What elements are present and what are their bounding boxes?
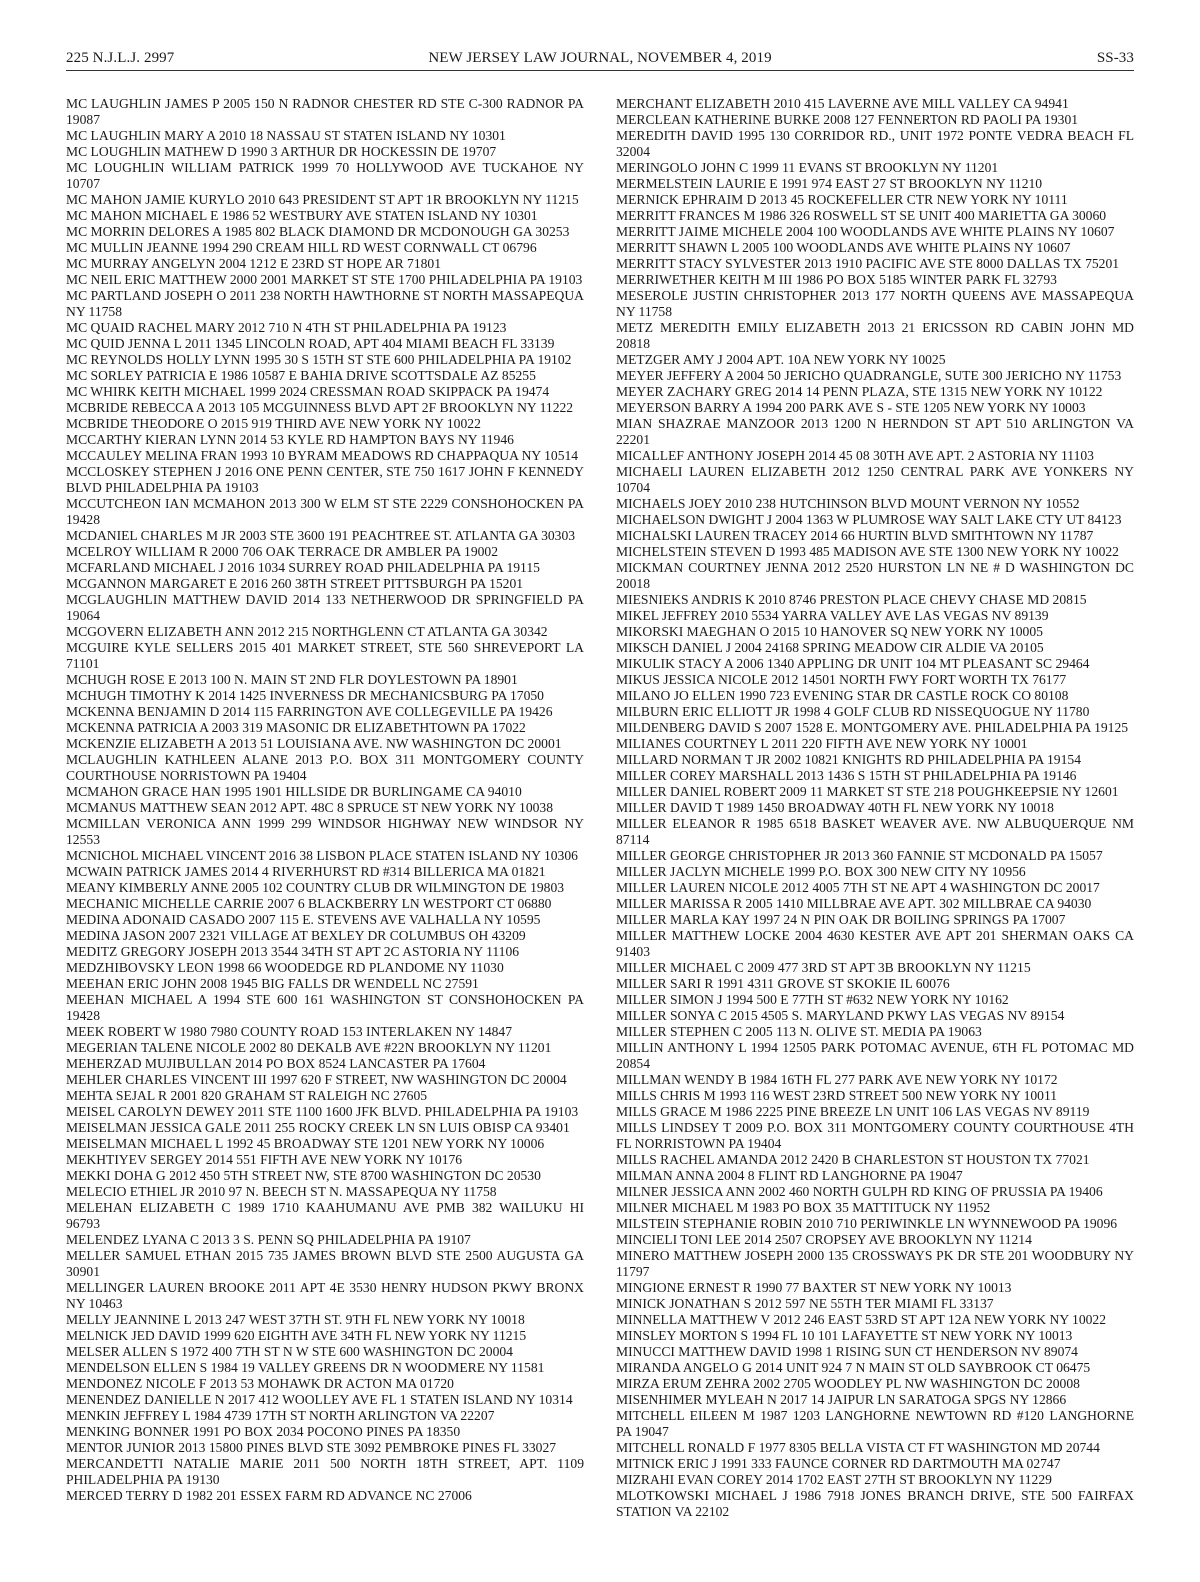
attorney-entry: MEHTA SEJAL R 2001 820 GRAHAM ST RALEIGH NC 27605 xyxy=(66,1088,428,1103)
attorney-entry: MINUCCI MATTHEW DAVID 1998 1 RISING SUN CT HENDERSON NV 89074 xyxy=(616,1344,1078,1359)
attorney-entry: MERRITT JAIME MICHELE 2004 100 WOODLANDS AVE WHITE PLAINS NY 10607 xyxy=(616,224,1115,239)
attorney-entry: MILNER JESSICA ANN 2002 460 NORTH GULPH RD KING OF PRUSSIA PA 19406 xyxy=(616,1184,1103,1199)
attorney-entry: MILLER DANIEL ROBERT 2009 11 MARKET ST STE 218 POUGHKEEPSIE NY 12601 xyxy=(616,784,1119,799)
attorney-entry: MILLER MICHAEL C 2009 477 3RD ST APT 3B BROOKLYN NY 11215 xyxy=(616,960,1031,975)
attorney-entry: MICHAELI LAUREN ELIZABETH 2012 1250 CENTRAL PARK AVE YONKERS NY 10704 xyxy=(616,464,1134,495)
attorney-entry: MERRITT SHAWN L 2005 100 WOODLANDS AVE WHITE PLAINS NY 10607 xyxy=(616,240,1071,255)
attorney-entry: MIESNIEKS ANDRIS K 2010 8746 PRESTON PLACE CHEVY CHASE MD 20815 xyxy=(616,592,1087,607)
attorney-entry: MELECIO ETHIEL JR 2010 97 N. BEECH ST N. MASSAPEQUA NY 11758 xyxy=(66,1184,497,1199)
attorney-entry: MERMELSTEIN LAURIE E 1991 974 EAST 27 ST BROOKLYN NY 11210 xyxy=(616,176,1043,191)
attorney-entry: MEDITZ GREGORY JOSEPH 2013 3544 34TH ST APT 2C ASTORIA NY 11106 xyxy=(66,944,520,959)
attorney-entry: MICKMAN COURTNEY JENNA 2012 2520 HURSTON LN NE # D WASHINGTON DC 20018 xyxy=(616,560,1134,591)
attorney-entry: MINCIELI TONI LEE 2014 2507 CROPSEY AVE BROOKLYN NY 11214 xyxy=(616,1232,1032,1247)
attorney-entry: MILANO JO ELLEN 1990 723 EVENING STAR DR CASTLE ROCK CO 80108 xyxy=(616,688,1069,703)
attorney-entry: MEANY KIMBERLY ANNE 2005 102 COUNTRY CLUB DR WILMINGTON DE 19803 xyxy=(66,880,565,895)
attorney-entry: MCWAIN PATRICK JAMES 2014 4 RIVERHURST RD #314 BILLERICA MA 01821 xyxy=(66,864,546,879)
attorney-entry: MERRITT FRANCES M 1986 326 ROSWELL ST SE UNIT 400 MARIETTA GA 30060 xyxy=(616,208,1107,223)
attorney-entry: MINNELLA MATTHEW V 2012 246 EAST 53RD ST APT 12A NEW YORK NY 10022 xyxy=(616,1312,1107,1327)
attorney-entry: MCKENNA PATRICIA A 2003 319 MASONIC DR ELIZABETHTOWN PA 17022 xyxy=(66,720,526,735)
attorney-entry: MIAN SHAZRAE MANZOOR 2013 1200 N HERNDON ST APT 510 ARLINGTON VA 22201 xyxy=(616,416,1134,447)
attorney-entry: MEKHTIYEV SERGEY 2014 551 FIFTH AVE NEW YORK NY 10176 xyxy=(66,1152,463,1167)
attorney-entry: MCGOVERN ELIZABETH ANN 2012 215 NORTHGLENN CT ATLANTA GA 30342 xyxy=(66,624,548,639)
attorney-entry: MERCHANT ELIZABETH 2010 415 LAVERNE AVE MILL VALLEY CA 94941 xyxy=(616,96,1069,111)
left-column xyxy=(66,96,584,1536)
attorney-entry: MITCHELL EILEEN M 1987 1203 LANGHORNE NEWTOWN RD #120 LANGHORNE PA 19047 xyxy=(616,1408,1134,1439)
attorney-entry: MENTOR JUNIOR 2013 15800 PINES BLVD STE 3092 PEMBROKE PINES FL 33027 xyxy=(66,1440,557,1455)
attorney-entry: MEHERZAD MUJIBULLAN 2014 PO BOX 8524 LANCASTER PA 17604 xyxy=(66,1056,486,1071)
attorney-entry: MCELROY WILLIAM R 2000 706 OAK TERRACE DR AMBLER PA 19002 xyxy=(66,544,499,559)
page-number: SS-33 xyxy=(1096,50,1134,66)
attorney-entry: MEGERIAN TALENE NICOLE 2002 80 DEKALB AVE #22N BROOKLYN NY 11201 xyxy=(66,1040,552,1055)
attorney-entry: MELEHAN ELIZABETH C 1989 1710 KAAHUMANU AVE PMB 382 WAILUKU HI 96793 xyxy=(66,1200,584,1231)
attorney-entry: MEISELMAN MICHAEL L 1992 45 BROADWAY STE 1201 NEW YORK NY 10006 xyxy=(66,1136,545,1151)
attorney-entry: MCGUIRE KYLE SELLERS 2015 401 MARKET STREET, STE 560 SHREVEPORT LA 71101 xyxy=(66,640,584,671)
attorney-entry: MINICK JONATHAN S 2012 597 NE 55TH TER MIAMI FL 33137 xyxy=(616,1296,994,1311)
attorney-entry: MICHALSKI LAUREN TRACEY 2014 66 HURTIN BLVD SMITHTOWN NY 11787 xyxy=(616,528,1094,543)
attorney-entry: MIRANDA ANGELO G 2014 UNIT 924 7 N MAIN ST OLD SAYBROOK CT 06475 xyxy=(616,1360,1091,1375)
attorney-entry: MENKIN JEFFREY L 1984 4739 17TH ST NORTH ARLINGTON VA 22207 xyxy=(66,1408,495,1423)
attorney-entry: MELLER SAMUEL ETHAN 2015 735 JAMES BROWN BLVD STE 2500 AUGUSTA GA 30901 xyxy=(66,1248,584,1279)
attorney-entry: MCHUGH TIMOTHY K 2014 1425 INVERNESS DR MECHANICSBURG PA 17050 xyxy=(66,688,544,703)
attorney-entry: MELNICK JED DAVID 1999 620 EIGHTH AVE 34TH FL NEW YORK NY 11215 xyxy=(66,1328,527,1343)
attorney-entry: MIKORSKI MAEGHAN O 2015 10 HANOVER SQ NEW YORK NY 10005 xyxy=(616,624,1043,639)
attorney-entry: MILLMAN WENDY B 1984 16TH FL 277 PARK AVE NEW YORK NY 10172 xyxy=(616,1072,1058,1087)
attorney-entry: MC MULLIN JEANNE 1994 290 CREAM HILL RD WEST CORNWALL CT 06796 xyxy=(66,240,537,255)
attorney-entry: MICHAELS JOEY 2010 238 HUTCHINSON BLVD MOUNT VERNON NY 10552 xyxy=(616,496,1080,511)
attorney-entry: MCMILLAN VERONICA ANN 1999 299 WINDSOR HIGHWAY NEW WINDSOR NY 12553 xyxy=(66,816,584,847)
attorney-entry: MENKING BONNER 1991 PO BOX 2034 POCONO PINES PA 18350 xyxy=(66,1424,461,1439)
attorney-entry: MLOTKOWSKI MICHAEL J 1986 7918 JONES BRANCH DRIVE, STE 500 FAIRFAX STATION VA 22102 xyxy=(616,1488,1134,1519)
attorney-entry: MINSLEY MORTON S 1994 FL 10 101 LAFAYETTE ST NEW YORK NY 10013 xyxy=(616,1328,1073,1343)
attorney-entry: MELLINGER LAUREN BROOKE 2011 APT 4E 3530 HENRY HUDSON PKWY BRONX NY 10463 xyxy=(66,1280,584,1311)
attorney-entry: MEHLER CHARLES VINCENT III 1997 620 F STREET, NW WASHINGTON DC 20004 xyxy=(66,1072,567,1087)
attorney-entry: MC PARTLAND JOSEPH O 2011 238 NORTH HAWTHORNE ST NORTH MASSAPEQUA NY 11758 xyxy=(66,288,584,319)
attorney-entry: MERRIWETHER KEITH M III 1986 PO BOX 5185 WINTER PARK FL 32793 xyxy=(616,272,1057,287)
attorney-entry: MICHELSTEIN STEVEN D 1993 485 MADISON AVE STE 1300 NEW YORK NY 10022 xyxy=(616,544,1119,559)
attorney-entry: METZ MEREDITH EMILY ELIZABETH 2013 21 ERICSSON RD CABIN JOHN MD 20818 xyxy=(616,320,1134,351)
attorney-entry: MCMANUS MATTHEW SEAN 2012 APT. 48C 8 SPRUCE ST NEW YORK NY 10038 xyxy=(66,800,554,815)
attorney-entry: MILLER MATTHEW LOCKE 2004 4630 KESTER AVE APT 201 SHERMAN OAKS CA 91403 xyxy=(616,928,1134,959)
attorney-entry: MC MORRIN DELORES A 1985 802 BLACK DIAMOND DR MCDONOUGH GA 30253 xyxy=(66,224,570,239)
attorney-entry: MILLER COREY MARSHALL 2013 1436 S 15TH ST PHILADELPHIA PA 19146 xyxy=(616,768,1077,783)
attorney-entry: MC REYNOLDS HOLLY LYNN 1995 30 S 15TH ST STE 600 PHILADELPHIA PA 19102 xyxy=(66,352,572,367)
attorney-entry: MENDONEZ NICOLE F 2013 53 MOHAWK DR ACTON MA 01720 xyxy=(66,1376,454,1391)
attorney-entry: MELLY JEANNINE L 2013 247 WEST 37TH ST. 9TH FL NEW YORK NY 10018 xyxy=(66,1312,525,1327)
attorney-entry: MCFARLAND MICHAEL J 2016 1034 SURREY ROAD PHILADELPHIA PA 19115 xyxy=(66,560,540,575)
attorney-entry: MCHUGH ROSE E 2013 100 N. MAIN ST 2ND FLR DOYLESTOWN PA 18901 xyxy=(66,672,518,687)
attorney-entry: MCBRIDE REBECCA A 2013 105 MCGUINNESS BLVD APT 2F BROOKLYN NY 11222 xyxy=(66,400,574,415)
attorney-entry: MEISELMAN JESSICA GALE 2011 255 ROCKY CREEK LN SN LUIS OBISP CA 93401 xyxy=(66,1120,570,1135)
attorney-entry: MILLER SONYA C 2015 4505 S. MARYLAND PKWY LAS VEGAS NV 89154 xyxy=(616,1008,1065,1023)
attorney-entry: MCDANIEL CHARLES M JR 2003 STE 3600 191 PEACHTREE ST. ATLANTA GA 30303 xyxy=(66,528,576,543)
attorney-entry: MERCANDETTI NATALIE MARIE 2011 500 NORTH 18TH STREET, APT. 1109 PHILADELPHIA PA 19130 xyxy=(66,1456,584,1487)
publication-title: NEW JERSEY LAW JOURNAL, NOVEMBER 4, 2019 xyxy=(428,50,772,66)
attorney-entry: MILLER LAUREN NICOLE 2012 4005 7TH ST NE APT 4 WASHINGTON DC 20017 xyxy=(616,880,1100,895)
attorney-entry: MIKEL JEFFREY 2010 5534 YARRA VALLEY AVE LAS VEGAS NV 89139 xyxy=(616,608,1049,623)
attorney-entry: MC MAHON JAMIE KURYLO 2010 643 PRESIDENT ST APT 1R BROOKLYN NY 11215 xyxy=(66,192,579,207)
attorney-entry: MCCAULEY MELINA FRAN 1993 10 BYRAM MEADOWS RD CHAPPAQUA NY 10514 xyxy=(66,448,579,463)
attorney-entry: MILLARD NORMAN T JR 2002 10821 KNIGHTS RD PHILADELPHIA PA 19154 xyxy=(616,752,1081,767)
attorney-entry: MERRITT STACY SYLVESTER 2013 1910 PACIFIC AVE STE 8000 DALLAS TX 75201 xyxy=(616,256,1120,271)
attorney-entry: MIKSCH DANIEL J 2004 24168 SPRING MEADOW CIR ALDIE VA 20105 xyxy=(616,640,1044,655)
attorney-entry: MILLER MARLA KAY 1997 24 N PIN OAK DR BOILING SPRINGS PA 17007 xyxy=(616,912,1066,927)
attorney-entry: MEYER ZACHARY GREG 2014 14 PENN PLAZA, STE 1315 NEW YORK NY 10122 xyxy=(616,384,1103,399)
attorney-entry: MILLS CHRIS M 1993 116 WEST 23RD STREET 500 NEW YORK NY 10011 xyxy=(616,1088,1058,1103)
attorney-entry: MERCLEAN KATHERINE BURKE 2008 127 FENNERTON RD PAOLI PA 19301 xyxy=(616,112,1079,127)
attorney-entry: MILLS LINDSEY T 2009 P.O. BOX 311 MONTGOMERY COUNTY COURTHOUSE 4TH FL NORRISTOWN PA 19404 xyxy=(616,1120,1134,1151)
attorney-entry: MC LAUGHLIN MARY A 2010 18 NASSAU ST STATEN ISLAND NY 10301 xyxy=(66,128,506,143)
attorney-entry: MIRZA ERUM ZEHRA 2002 2705 WOODLEY PL NW WASHINGTON DC 20008 xyxy=(616,1376,1080,1391)
attorney-entry: MERNICK EPHRAIM D 2013 45 ROCKEFELLER CTR NEW YORK NY 10111 xyxy=(616,192,1068,207)
attorney-entry: MC WHIRK KEITH MICHAEL 1999 2024 CRESSMAN ROAD SKIPPACK PA 19474 xyxy=(66,384,550,399)
attorney-entry: MILIANES COURTNEY L 2011 220 FIFTH AVE NEW YORK NY 10001 xyxy=(616,736,1028,751)
attorney-entry: MILLER ELEANOR R 1985 6518 BASKET WEAVER AVE. NW ALBUQUERQUE NM 87114 xyxy=(616,816,1134,847)
attorney-entry: MILLER JACLYN MICHELE 1999 P.O. BOX 300 NEW CITY NY 10956 xyxy=(616,864,1026,879)
attorney-entry: MEDINA JASON 2007 2321 VILLAGE AT BEXLEY DR COLUMBUS OH 43209 xyxy=(66,928,526,943)
attorney-entry: MIZRAHI EVAN COREY 2014 1702 EAST 27TH ST BROOKLYN NY 11229 xyxy=(616,1472,1052,1487)
attorney-entry: MILNER MICHAEL M 1983 PO BOX 35 MATTITUCK NY 11952 xyxy=(616,1200,991,1215)
right-column xyxy=(616,96,1134,1536)
attorney-entry: MILLS RACHEL AMANDA 2012 2420 B CHARLESTON ST HOUSTON TX 77021 xyxy=(616,1152,1090,1167)
attorney-entry: MC LOUGHLIN MATHEW D 1990 3 ARTHUR DR HOCKESSIN DE 19707 xyxy=(66,144,497,159)
attorney-entry: MCLAUGHLIN KATHLEEN ALANE 2013 P.O. BOX 311 MONTGOMERY COUNTY COURTHOUSE NORRISTOWN PA 19404 xyxy=(66,752,584,783)
attorney-entry: MEEHAN ERIC JOHN 2008 1945 BIG FALLS DR WENDELL NC 27591 xyxy=(66,976,479,991)
attorney-entry: MILLER GEORGE CHRISTOPHER JR 2013 360 FANNIE ST MCDONALD PA 15057 xyxy=(616,848,1103,863)
attorney-entry: MC QUAID RACHEL MARY 2012 710 N 4TH ST PHILADELPHIA PA 19123 xyxy=(66,320,507,335)
listing-columns xyxy=(66,96,1134,1536)
attorney-entry: MC LAUGHLIN JAMES P 2005 150 N RADNOR CHESTER RD STE C-300 RADNOR PA 19087 xyxy=(66,96,584,127)
attorney-entry: MIKUS JESSICA NICOLE 2012 14501 NORTH FWY FORT WORTH TX 76177 xyxy=(616,672,1067,687)
attorney-entry: MICALLEF ANTHONY JOSEPH 2014 45 08 30TH AVE APT. 2 ASTORIA NY 11103 xyxy=(616,448,1094,463)
attorney-entry: MEEHAN MICHAEL A 1994 STE 600 161 WASHINGTON ST CONSHOHOCKEN PA 19428 xyxy=(66,992,584,1023)
attorney-entry: MILDENBERG DAVID S 2007 1528 E. MONTGOMERY AVE. PHILADELPHIA PA 19125 xyxy=(616,720,1129,735)
attorney-entry: MEYER JEFFERY A 2004 50 JERICHO QUADRANGLE, SUTE 300 JERICHO NY 11753 xyxy=(616,368,1122,383)
attorney-entry: MEDZHIBOVSKY LEON 1998 66 WOODEDGE RD PLANDOME NY 11030 xyxy=(66,960,504,975)
attorney-entry: MC SORLEY PATRICIA E 1986 10587 E BAHIA DRIVE SCOTTSDALE AZ 85255 xyxy=(66,368,536,383)
attorney-entry: MCNICHOL MICHAEL VINCENT 2016 38 LISBON PLACE STATEN ISLAND NY 10306 xyxy=(66,848,578,863)
attorney-entry: MILLIN ANTHONY L 1994 12505 PARK POTOMAC AVENUE, 6TH FL POTOMAC MD 20854 xyxy=(616,1040,1134,1071)
attorney-entry: MITCHELL RONALD F 1977 8305 BELLA VISTA CT FT WASHINGTON MD 20744 xyxy=(616,1440,1100,1455)
attorney-entry: MILLER MARISSA R 2005 1410 MILLBRAE AVE APT. 302 MILLBRAE CA 94030 xyxy=(616,896,1092,911)
attorney-entry: MIKULIK STACY A 2006 1340 APPLING DR UNIT 104 MT PLEASANT SC 29464 xyxy=(616,656,1090,671)
attorney-entry: MEEK ROBERT W 1980 7980 COUNTY ROAD 153 INTERLAKEN NY 14847 xyxy=(66,1024,513,1039)
attorney-entry: MENDELSON ELLEN S 1984 19 VALLEY GREENS DR N WOODMERE NY 11581 xyxy=(66,1360,545,1375)
attorney-entry: MCCLOSKEY STEPHEN J 2016 ONE PENN CENTER, STE 750 1617 JOHN F KENNEDY BLVD PHILADELPHIA PA 19103 xyxy=(66,464,584,495)
page-header xyxy=(66,48,1134,71)
attorney-entry: MCKENNA BENJAMIN D 2014 115 FARRINGTON AVE COLLEGEVILLE PA 19426 xyxy=(66,704,553,719)
attorney-entry: MISENHIMER MYLEAH N 2017 14 JAIPUR LN SARATOGA SPGS NY 12866 xyxy=(616,1392,1067,1407)
attorney-entry: MCCARTHY KIERAN LYNN 2014 53 KYLE RD HAMPTON BAYS NY 11946 xyxy=(66,432,514,447)
attorney-entry: MILLER SARI R 1991 4311 GROVE ST SKOKIE IL 60076 xyxy=(616,976,950,991)
attorney-entry: MILSTEIN STEPHANIE ROBIN 2010 710 PERIWINKLE LN WYNNEWOOD PA 19096 xyxy=(616,1216,1118,1231)
attorney-entry: MITNICK ERIC J 1991 333 FAUNCE CORNER RD DARTMOUTH MA 02747 xyxy=(616,1456,1061,1471)
attorney-entry: MEDINA ADONAID CASADO 2007 115 E. STEVENS AVE VALHALLA NY 10595 xyxy=(66,912,541,927)
attorney-entry: MEISEL CAROLYN DEWEY 2011 STE 1100 1600 JFK BLVD. PHILADELPHIA PA 19103 xyxy=(66,1104,579,1119)
attorney-entry: MERCED TERRY D 1982 201 ESSEX FARM RD ADVANCE NC 27006 xyxy=(66,1488,472,1503)
attorney-entry: MC MURRAY ANGELYN 2004 1212 E 23RD ST HOPE AR 71801 xyxy=(66,256,442,271)
attorney-entry: MCKENZIE ELIZABETH A 2013 51 LOUISIANA AVE. NW WASHINGTON DC 20001 xyxy=(66,736,562,751)
attorney-entry: MILLER SIMON J 1994 500 E 77TH ST #632 NEW YORK NY 10162 xyxy=(616,992,1009,1007)
attorney-entry: MILLER STEPHEN C 2005 113 N. OLIVE ST. MEDIA PA 19063 xyxy=(616,1024,982,1039)
attorney-entry: MCMAHON GRACE HAN 1995 1901 HILLSIDE DR BURLINGAME CA 94010 xyxy=(66,784,522,799)
attorney-entry: MERINGOLO JOHN C 1999 11 EVANS ST BROOKLYN NY 11201 xyxy=(616,160,999,175)
attorney-entry: MC QUID JENNA L 2011 1345 LINCOLN ROAD, APT 404 MIAMI BEACH FL 33139 xyxy=(66,336,555,351)
citation: 225 N.J.L.J. 2997 xyxy=(66,50,175,66)
attorney-entry: MCGANNON MARGARET E 2016 260 38TH STREET PITTSBURGH PA 15201 xyxy=(66,576,524,591)
attorney-entry: MEKKI DOHA G 2012 450 5TH STREET NW, STE 8700 WASHINGTON DC 20530 xyxy=(66,1168,541,1183)
attorney-entry: MILBURN ERIC ELLIOTT JR 1998 4 GOLF CLUB RD NISSEQUOGUE NY 11780 xyxy=(616,704,1090,719)
attorney-entry: MECHANIC MICHELLE CARRIE 2007 6 BLACKBERRY LN WESTPORT CT 06880 xyxy=(66,896,552,911)
attorney-entry: MICHAELSON DWIGHT J 2004 1363 W PLUMROSE WAY SALT LAKE CTY UT 84123 xyxy=(616,512,1122,527)
attorney-entry: MELENDEZ LYANA C 2013 3 S. PENN SQ PHILADELPHIA PA 19107 xyxy=(66,1232,471,1247)
attorney-entry: MINGIONE ERNEST R 1990 77 BAXTER ST NEW YORK NY 10013 xyxy=(616,1280,1012,1295)
attorney-entry: MILLS GRACE M 1986 2225 PINE BREEZE LN UNIT 106 LAS VEGAS NV 89119 xyxy=(616,1104,1090,1119)
attorney-entry: MILMAN ANNA 2004 8 FLINT RD LANGHORNE PA 19047 xyxy=(616,1168,963,1183)
attorney-entry: MESEROLE JUSTIN CHRISTOPHER 2013 177 NORTH QUEENS AVE MASSAPEQUA NY 11758 xyxy=(616,288,1134,319)
attorney-entry: MINERO MATTHEW JOSEPH 2000 135 CROSSWAYS PK DR STE 201 WOODBURY NY 11797 xyxy=(616,1248,1134,1279)
attorney-entry: MC MAHON MICHAEL E 1986 52 WESTBURY AVE STATEN ISLAND NY 10301 xyxy=(66,208,538,223)
attorney-entry: MILLER DAVID T 1989 1450 BROADWAY 40TH FL NEW YORK NY 10018 xyxy=(616,800,1054,815)
attorney-entry: MELSER ALLEN S 1972 400 7TH ST N W STE 600 WASHINGTON DC 20004 xyxy=(66,1344,513,1359)
attorney-entry: MC LOUGHLIN WILLIAM PATRICK 1999 70 HOLLYWOOD AVE TUCKAHOE NY 10707 xyxy=(66,160,584,191)
attorney-entry: MCCUTCHEON IAN MCMAHON 2013 300 W ELM ST STE 2229 CONSHOHOCKEN PA 19428 xyxy=(66,496,584,527)
attorney-entry: MC NEIL ERIC MATTHEW 2000 2001 MARKET ST STE 1700 PHILADELPHIA PA 19103 xyxy=(66,272,583,287)
attorney-entry: METZGER AMY J 2004 APT. 10A NEW YORK NY 10025 xyxy=(616,352,946,367)
attorney-entry: MCGLAUGHLIN MATTHEW DAVID 2014 133 NETHERWOOD DR SPRINGFIELD PA 19064 xyxy=(66,592,584,623)
attorney-entry: MENENDEZ DANIELLE N 2017 412 WOOLLEY AVE FL 1 STATEN ISLAND NY 10314 xyxy=(66,1392,573,1407)
attorney-entry: MCBRIDE THEODORE O 2015 919 THIRD AVE NEW YORK NY 10022 xyxy=(66,416,481,431)
attorney-entry: MEREDITH DAVID 1995 130 CORRIDOR RD., UNIT 1972 PONTE VEDRA BEACH FL 32004 xyxy=(616,128,1134,159)
attorney-entry: MEYERSON BARRY A 1994 200 PARK AVE S - STE 1205 NEW YORK NY 10003 xyxy=(616,400,1086,415)
